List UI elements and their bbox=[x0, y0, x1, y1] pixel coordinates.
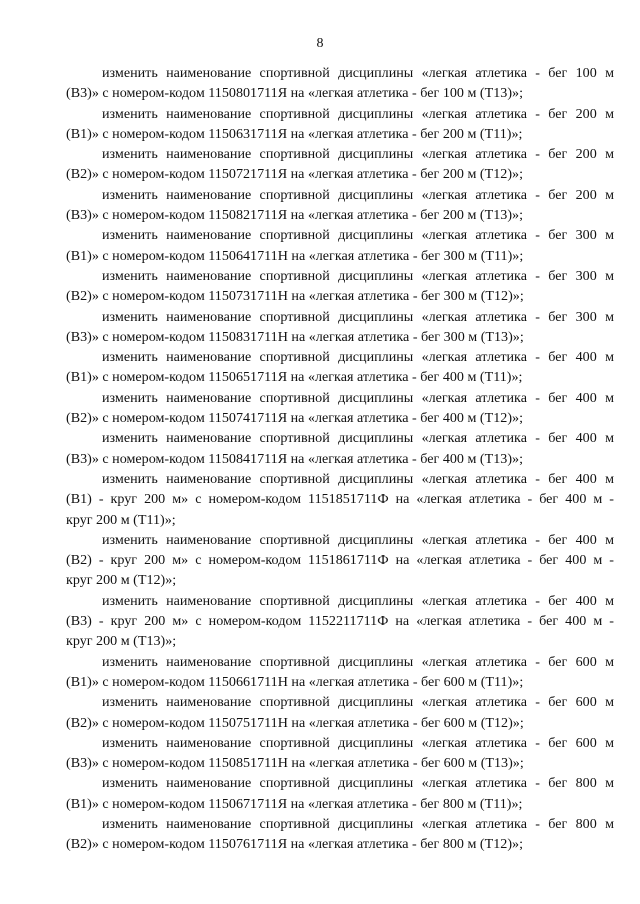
page-number: 8 bbox=[316, 36, 324, 51]
paragraph-line: (В2)» с номером-кодом 1150721711Я на «легкая атлетика - бег 200 м (Т12)»; bbox=[66, 166, 523, 183]
paragraph-line: (В2)» с номером-кодом 1150761711Я на «легкая атлетика - бег 800 м (Т12)»; bbox=[66, 836, 523, 853]
paragraph-line: (В3)» с номером-кодом 1150821711Я на «легкая атлетика - бег 200 м (Т13)»; bbox=[66, 207, 523, 224]
paragraph-first-line: изменить наименование спортивной дисциплины «легкая атлетика - бег 400 м bbox=[102, 389, 614, 406]
paragraph-first-line: изменить наименование спортивной дисциплины «легкая атлетика - бег 400 м bbox=[102, 531, 614, 548]
paragraph-first-line: изменить наименование спортивной дисциплины «легкая атлетика - бег 200 м bbox=[102, 146, 614, 163]
paragraph-line: круг 200 м (Т11)»; bbox=[66, 511, 176, 528]
paragraph-line: круг 200 м (Т13)»; bbox=[66, 633, 177, 650]
paragraph-line: (В3)» с номером-кодом 1150841711Я на «легкая атлетика - бег 400 м (Т13)»; bbox=[66, 450, 523, 467]
paragraph-line: (В2)» с номером-кодом 1150751711Н на «легкая атлетика - бег 600 м (Т12)»; bbox=[66, 714, 524, 731]
paragraph-first-line: изменить наименование спортивной дисциплины «легкая атлетика - бег 400 м bbox=[102, 349, 614, 366]
paragraph-first-line: изменить наименование спортивной дисциплины «легкая атлетика - бег 300 м bbox=[102, 267, 614, 284]
paragraph-line: (В3)» с номером-кодом 1150831711Н на «легкая атлетика - бег 300 м (Т13)»; bbox=[66, 328, 524, 345]
paragraph-line: круг 200 м (Т12)»; bbox=[66, 572, 177, 589]
paragraph-first-line: изменить наименование спортивной дисциплины «легкая атлетика - бег 600 м bbox=[102, 734, 614, 751]
paragraph-first-line: изменить наименование спортивной дисциплины «легкая атлетика - бег 400 м bbox=[102, 470, 614, 487]
paragraph-first-line: изменить наименование спортивной дисциплины «легкая атлетика - бег 800 м bbox=[102, 815, 614, 832]
paragraph-line: (В1)» с номером-кодом 1150631711Я на «легкая атлетика - бег 200 м (Т11)»; bbox=[66, 125, 523, 142]
paragraph-line: (В1) - круг 200 м» с номером-кодом 1151851711Ф на «легкая атлетика - бег 400 м - bbox=[66, 491, 614, 508]
paragraph-first-line: изменить наименование спортивной дисциплины «легкая атлетика - бег 600 м bbox=[102, 653, 614, 670]
paragraph-line: (В3)» с номером-кодом 1150851711Н на «легкая атлетика - бег 600 м (Т13)»; bbox=[66, 755, 524, 772]
paragraph-line: (В1)» с номером-кодом 1150671711Я на «легкая атлетика - бег 800 м (Т11)»; bbox=[66, 795, 523, 812]
paragraph-first-line: изменить наименование спортивной дисциплины «легкая атлетика - бег 400 м bbox=[102, 592, 614, 609]
paragraph-line: (В2)» с номером-кодом 1150731711Н на «легкая атлетика - бег 300 м (Т12)»; bbox=[66, 288, 524, 305]
paragraph-line: (В2)» с номером-кодом 1150741711Я на «легкая атлетика - бег 400 м (Т12)»; bbox=[66, 410, 523, 427]
paragraph-line: (В3)» с номером-кодом 1150801711Я на «легкая атлетика - бег 100 м (Т13)»; bbox=[66, 85, 523, 102]
paragraph-first-line: изменить наименование спортивной дисциплины «легкая атлетика - бег 600 м bbox=[102, 694, 614, 711]
paragraph-line: (В2) - круг 200 м» с номером-кодом 1151861711Ф на «легкая атлетика - бег 400 м - bbox=[66, 552, 614, 569]
paragraph-line: (В1)» с номером-кодом 1150661711Н на «легкая атлетика - бег 600 м (Т11)»; bbox=[66, 673, 524, 690]
paragraph-first-line: изменить наименование спортивной дисциплины «легкая атлетика - бег 300 м bbox=[102, 308, 614, 325]
paragraph-first-line: изменить наименование спортивной дисциплины «легкая атлетика - бег 400 м bbox=[102, 430, 614, 447]
paragraph-first-line: изменить наименование спортивной дисциплины «легкая атлетика - бег 100 м bbox=[102, 65, 614, 81]
paragraph-line: (В1)» с номером-кодом 1150651711Я на «легкая атлетика - бег 400 м (Т11)»; bbox=[66, 369, 523, 386]
document-body bbox=[66, 63, 614, 855]
paragraph-first-line: изменить наименование спортивной дисциплины «легкая атлетика - бег 800 м bbox=[102, 775, 614, 792]
paragraph-first-line: изменить наименование спортивной дисциплины «легкая атлетика - бег 200 м bbox=[102, 105, 614, 122]
paragraph-line: (В3) - круг 200 м» с номером-кодом 1152211711Ф на «легкая атлетика - бег 400 м - bbox=[66, 613, 614, 630]
paragraph-line: (В1)» с номером-кодом 1150641711Н на «легкая атлетика - бег 300 м (Т11)»; bbox=[66, 247, 524, 264]
paragraph-first-line: изменить наименование спортивной дисциплины «легкая атлетика - бег 300 м bbox=[102, 227, 614, 244]
paragraph-first-line: изменить наименование спортивной дисциплины «легкая атлетика - бег 200 м bbox=[102, 186, 614, 203]
